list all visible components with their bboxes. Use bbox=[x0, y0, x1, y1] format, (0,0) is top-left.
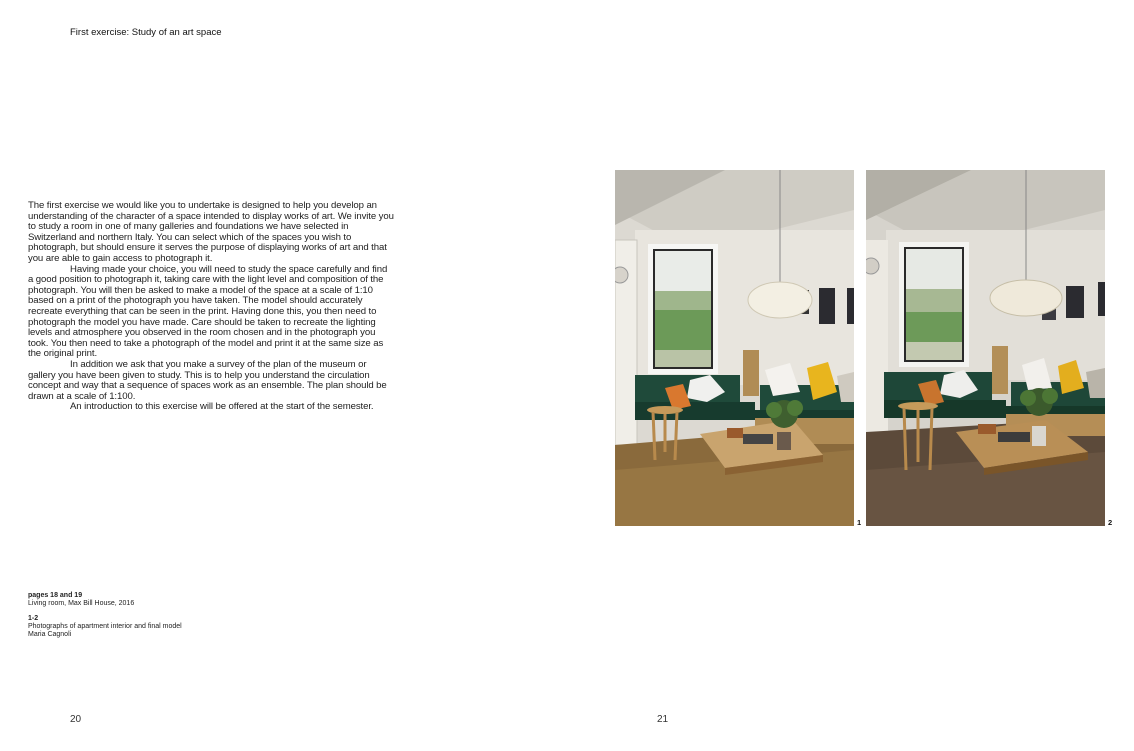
caption-text: Living room, Max Bill House, 2016 bbox=[28, 600, 135, 607]
living-room-illustration bbox=[615, 170, 854, 526]
caption-title: 1-2 bbox=[28, 615, 39, 622]
paragraph-2: Having made your choice, you will need to study the space carefully and find a good position to photograph it, taking care with the light level and composition of the photograph. You will then be asked to make a model of the space at a scale of 1:10 based on a print of the photograph you have taken. The model should accurately recreate everything that can be seen in the print. Having done this, you then need to photograph the model you have made. Care should be taken to recreate the lighting levels and atmosphere you observed in the room chosen and in the photograph you took. You then need to take a photograph of the model and print it at the same size as the original print. bbox=[28, 263, 388, 360]
living-room-photo bbox=[615, 170, 854, 526]
paragraph-3: In addition we ask that you make a survey of the plan of the museum or gallery you have been given to study. This is to help you understand the circulation concept and way that a sequence of spaces work as an ensemble. The plan should be drawn at a scale of 1:100. bbox=[28, 358, 387, 402]
captions bbox=[28, 592, 182, 646]
caption-group-pages bbox=[28, 592, 182, 608]
model-photo bbox=[866, 170, 1105, 526]
photo-number-2: 2 bbox=[1108, 518, 1113, 527]
paragraph-4: An introduction to this exercise will be offered at the start of the semester. bbox=[70, 401, 374, 413]
caption-text: Photographs of apartment interior and final model bbox=[28, 623, 182, 630]
paragraph-1: The first exercise we would like you to undertake is designed to help you develop an understanding of the character of a space intended to display works of art. We invite you to study a room in one of many galleries and foundations we have selected in Switzerland and northern Italy. You can select which of the spaces you wish to photograph, but should ensure it serves the purpose of displaying works of art and that you are able to gain access to photograph it. bbox=[28, 200, 394, 264]
running-head: First exercise: Study of an art space bbox=[70, 27, 222, 38]
model-illustration bbox=[866, 170, 1105, 526]
photo-number-1: 1 bbox=[857, 518, 862, 527]
caption-credit: Maria Cagnoli bbox=[28, 631, 72, 638]
page-number-left: 20 bbox=[70, 714, 82, 725]
body-text bbox=[28, 201, 394, 413]
page-number-right: 21 bbox=[657, 714, 669, 725]
caption-group-photos bbox=[28, 615, 182, 639]
caption-title: pages 18 and 19 bbox=[28, 592, 83, 599]
